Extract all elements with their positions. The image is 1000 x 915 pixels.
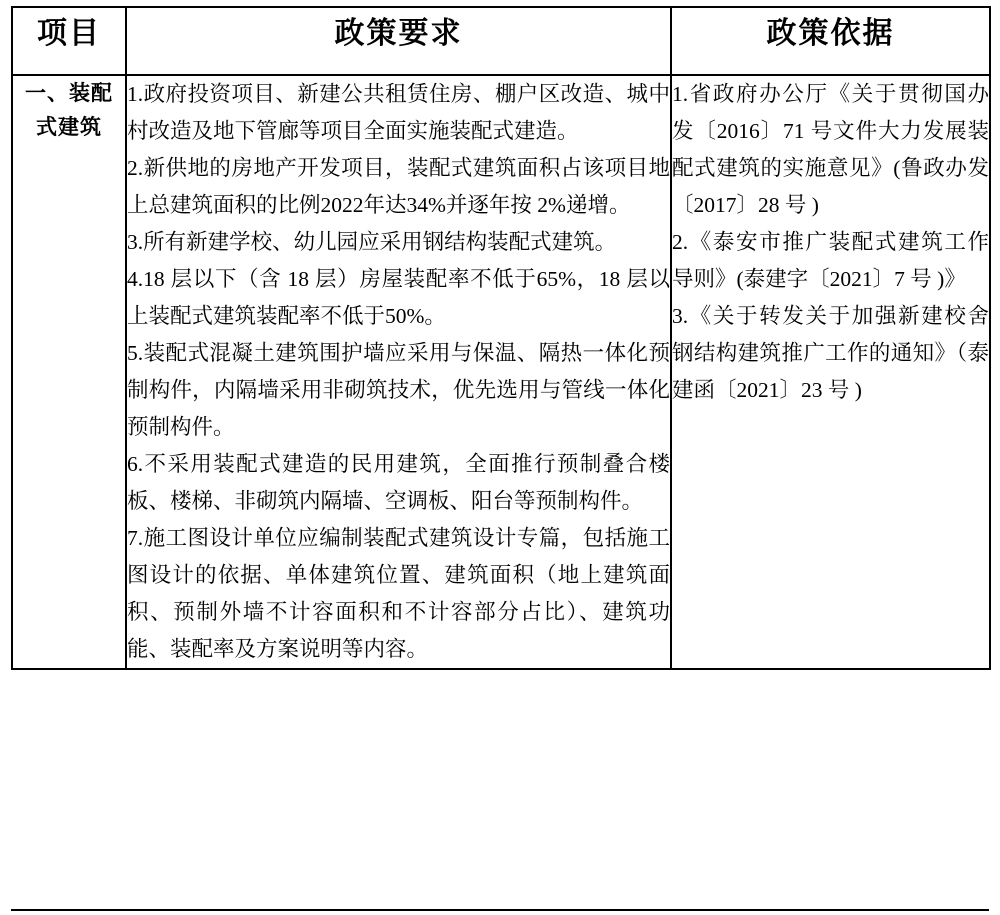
- column-header-requirement: 政策要求: [126, 7, 671, 75]
- document-page: [0, 6, 1000, 915]
- row-item-label: [12, 75, 126, 669]
- column-header-item: 项目: [12, 7, 126, 75]
- table-bottom-border: [11, 909, 989, 911]
- basis-paragraph-2: 2.《泰安市推广装配式建筑工作导则》(泰建字〔2021〕7 号 )》: [672, 230, 989, 291]
- requirement-paragraph-7: 7.施工图设计单位应编制装配式建筑设计专篇，包括施工图设计的依据、单体建筑位置、建筑面积（地上建筑面积、预制外墙不计容面积和不计容部分占比）、建筑功能、装配率及方案说明等内容。: [127, 526, 670, 661]
- table-body: [12, 75, 990, 669]
- table-header-row: [12, 7, 990, 75]
- table-row: [12, 75, 990, 669]
- requirement-paragraph-3: 3.所有新建学校、幼儿园应采用钢结构装配式建筑。: [127, 230, 617, 254]
- basis-paragraph-3: 3.《关于转发关于加强新建校舍钢结构建筑推广工作的通知》（泰建函〔2021〕23 号 ): [672, 304, 989, 402]
- requirement-paragraph-1: 1.政府投资项目、新建公共租赁住房、棚户区改造、城中村改造及地下管廊等项目全面实施装配式建造。: [127, 82, 670, 143]
- requirement-paragraph-4: 4.18 层以下（含 18 层）房屋装配率不低于65%，18 层以上装配式建筑装配率不低于50%。: [127, 267, 670, 328]
- column-header-basis: 政策依据: [671, 7, 990, 75]
- requirement-paragraph-2: 2.新供地的房地产开发项目，装配式建筑面积占该项目地上总建筑面积的比例2022年达34%并逐年按 2%递增。: [127, 156, 670, 217]
- row-basis-cell: [671, 75, 990, 669]
- table-header: [12, 7, 990, 75]
- policy-table: [11, 6, 991, 670]
- requirement-paragraph-5: 5.装配式混凝土建筑围护墙应采用与保温、隔热一体化预制构件，内隔墙采用非砌筑技术，优先选用与管线一体化预制构件。: [127, 341, 670, 439]
- row-item-label-line-1: 一、装配: [25, 81, 113, 105]
- requirement-paragraph-6: 6.不采用装配式建造的民用建筑，全面推行预制叠合楼板、楼梯、非砌筑内隔墙、空调板、阳台等预制构件。: [127, 452, 670, 513]
- row-requirement-cell: [126, 75, 671, 669]
- row-item-label-line-2: 式建筑: [36, 115, 102, 139]
- basis-paragraph-1: 1.省政府办公厅《关于贯彻国办发〔2016〕71 号文件大力发展装配式建筑的实施意见》(鲁政办发〔2017〕28 号 ): [672, 82, 989, 217]
